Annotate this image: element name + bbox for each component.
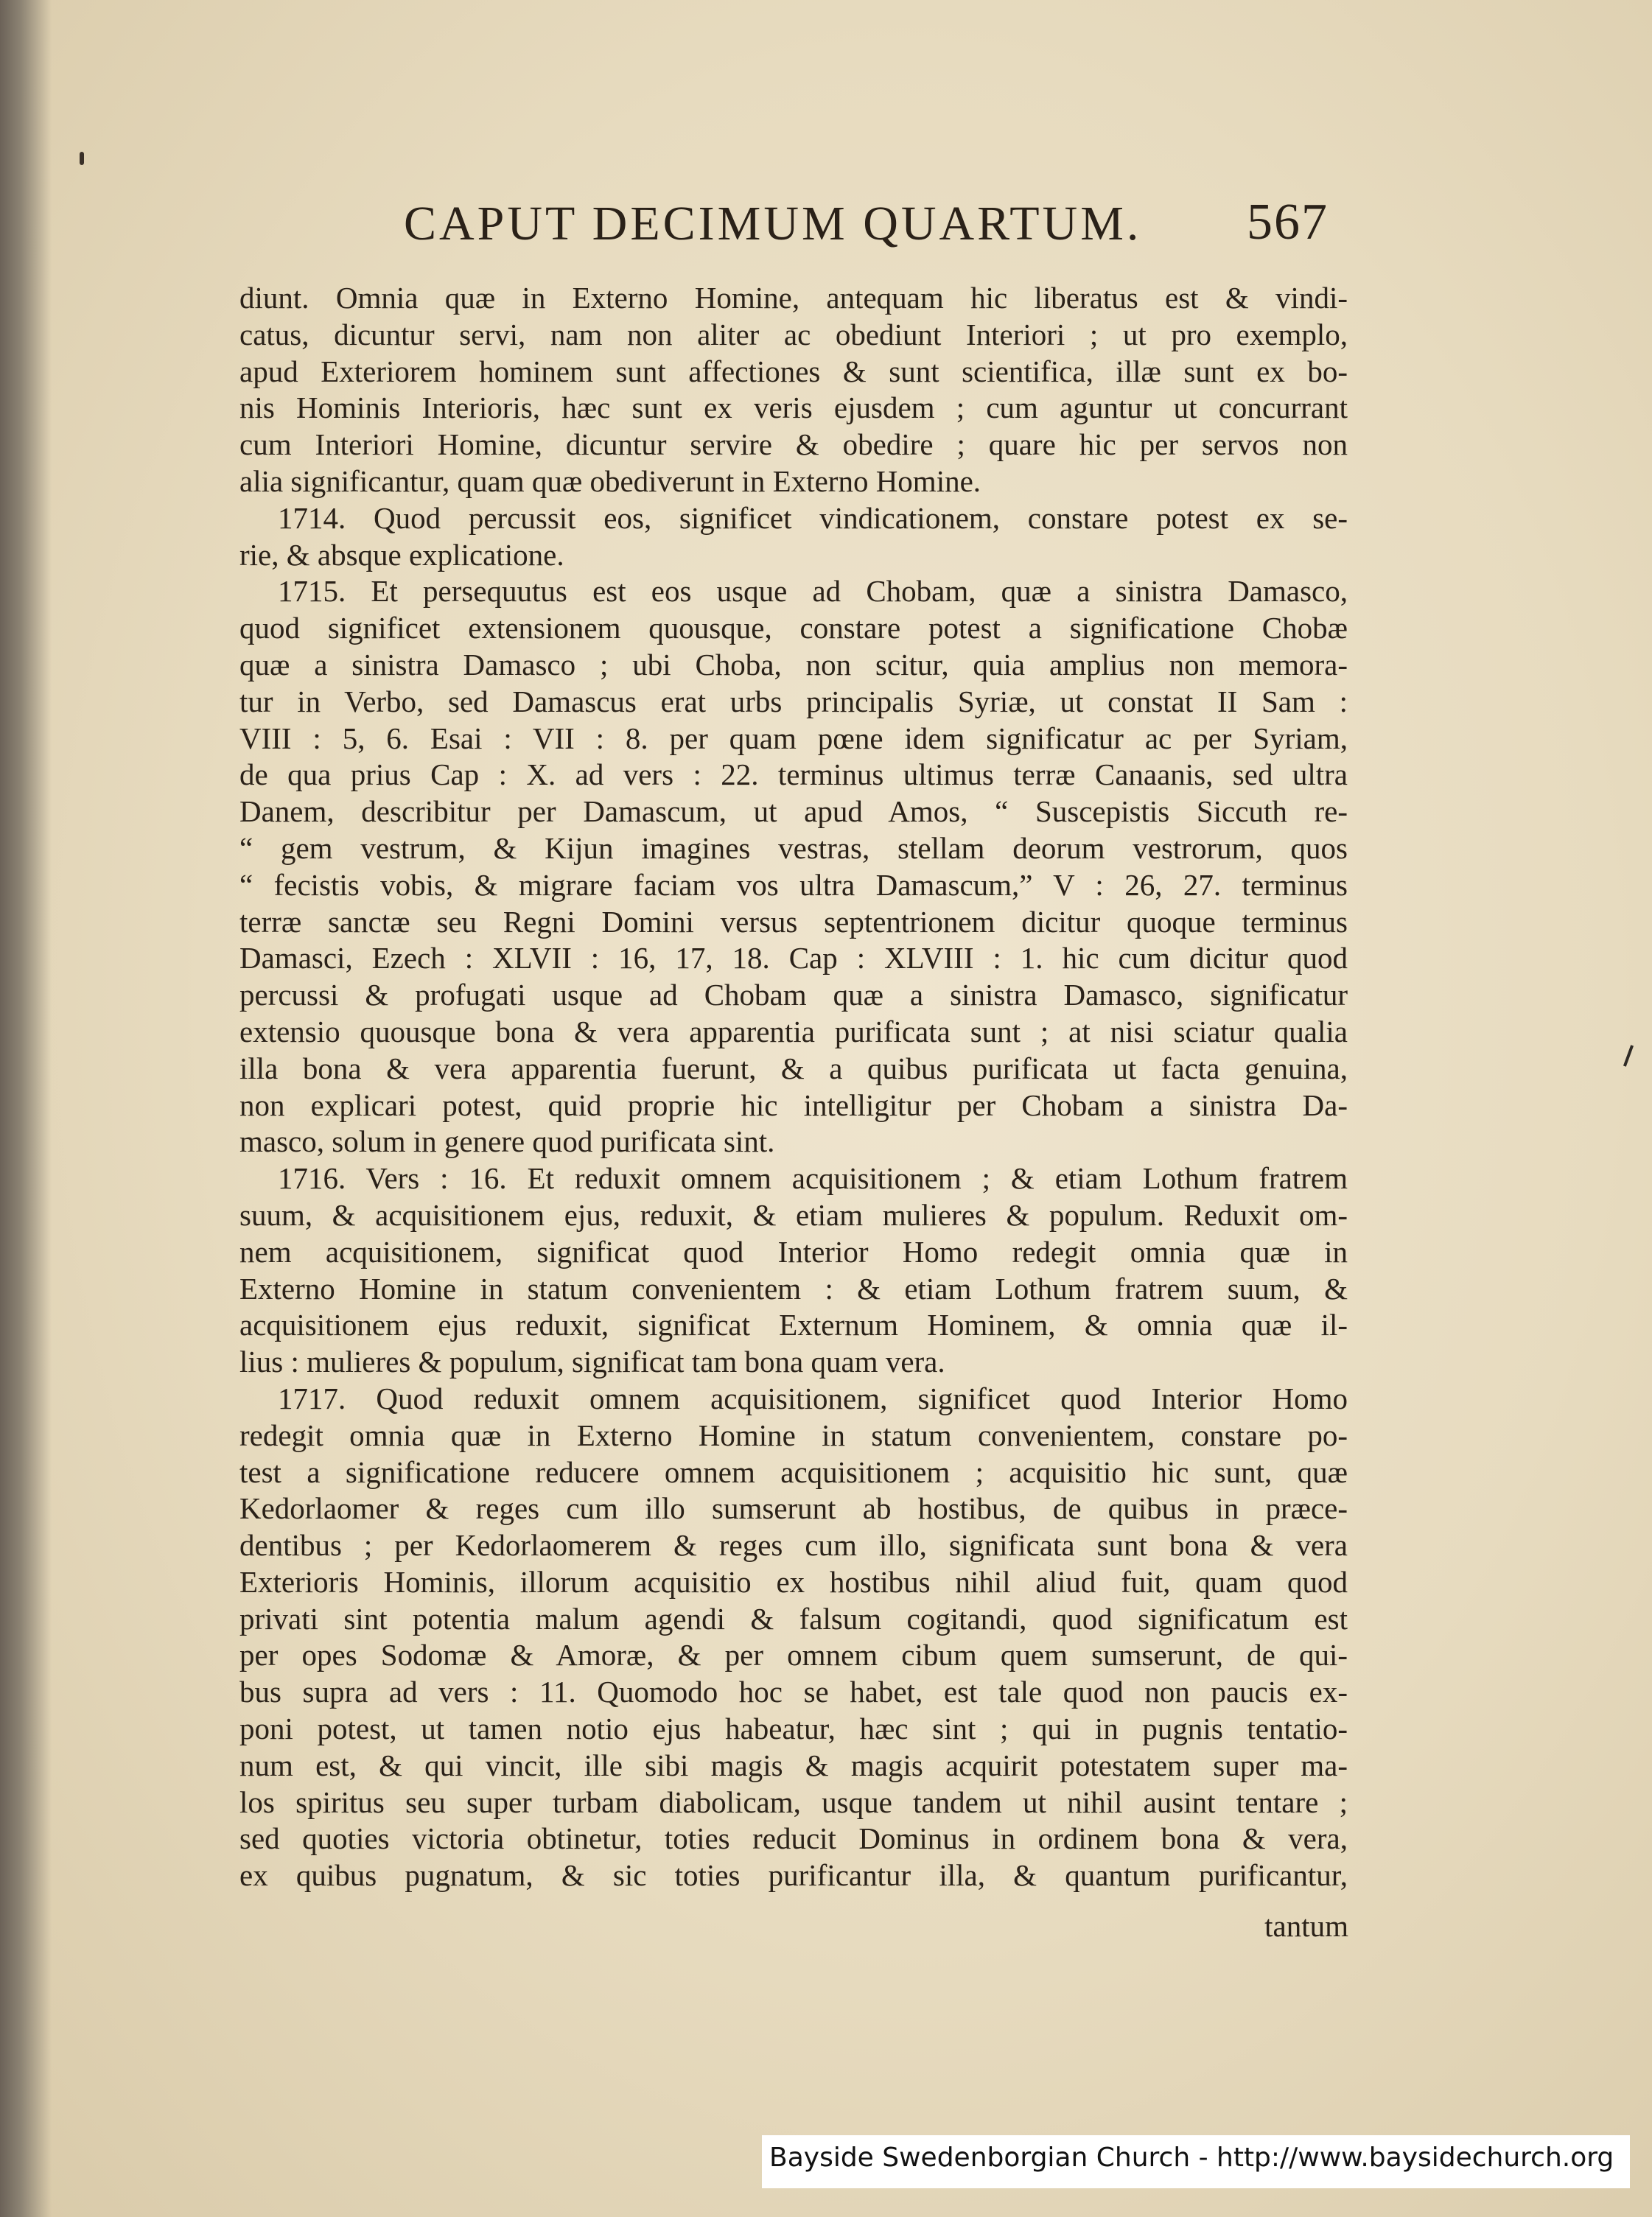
text-line: los spiritus seu super turbam diabolicam, usque tandem ut nihil ausint tentare ; (239, 1785, 1348, 1819)
text-line: sed quoties victoria obtinetur, toties reducit Dominus in ordinem bona & vera, (239, 1821, 1348, 1856)
text-line: rie, & absque explicatione. (239, 537, 564, 572)
credit-text: Bayside Swedenborgian Church - http://www.baysidechurch.org (769, 2143, 1614, 2173)
text-line: illa bona & vera apparentia fuerunt, & a quibus purificata ut facta genuina, (239, 1051, 1348, 1085)
text-line: tur in Verbo, sed Damascus erat urbs principalis Syriæ, ut constat II Sam : (239, 684, 1348, 718)
text-line: acquisitionem ejus reduxit, significat Externum Hominem, & omnia quæ il- (239, 1308, 1348, 1342)
text-line: quod significet extensionem quousque, constare potest a significatione Chobæ (239, 611, 1348, 645)
text-line: privati sint potentia malum agendi & falsum cogitandi, quod significatum est (239, 1601, 1348, 1636)
text-line: extensio quousque bona & vera apparentia purificata sunt ; at nisi sciatur qualia (239, 1014, 1348, 1048)
running-title: CAPUT DECIMUM QUARTUM. (404, 197, 1142, 251)
text-line: Kedorlaomer & reges cum illo sumserunt ab hostibus, de quibus in præce- (239, 1491, 1348, 1526)
body-text (239, 280, 1348, 1894)
paragraph-1714-first-line: 1714. Quod percussit eos, significet vindicationem, constare potest ex se- (278, 500, 1348, 535)
text-line: Damasci, Ezech : XLVII : 16, 17, 18. Cap : XLVIII : 1. hic cum dicitur quod (239, 941, 1348, 976)
paragraph-1716-first-line: 1716. Vers : 16. Et reduxit omnem acquisitionem ; & etiam Lothum fratrem (278, 1161, 1348, 1196)
catchword: tantum (1264, 1909, 1348, 1943)
book-gutter-shadow (0, 0, 52, 2217)
text-line: nis Hominis Interioris, hæc sunt ex veris ejusdem ; cum aguntur ut concurrant (239, 390, 1348, 425)
paragraph-1715-first-line: 1715. Et persequutus est eos usque ad Chobam, quæ a sinistra Damasco, (278, 574, 1348, 609)
ink-speck (80, 152, 84, 165)
text-line: diunt. Omnia quæ in Externo Homine, antequam hic liberatus est & vindi- (239, 281, 1348, 315)
text-line: dentibus ; per Kedorlaomerem & reges cum illo, significata sunt bona & vera (239, 1528, 1348, 1563)
ink-speck (1623, 1045, 1634, 1067)
text-line: de qua prius Cap : X. ad vers : 22. terminus ultimus terræ Canaanis, sed ultra (239, 757, 1348, 792)
text-line: “ gem vestrum, & Kijun imagines vestras, stellam deorum vestrorum, quos (239, 830, 1348, 865)
text-line: masco, solum in genere quod purificata sint. (239, 1124, 775, 1159)
text-line: VIII : 5, 6. Esai : VII : 8. per quam pœne idem significatur ac per Syriam, (239, 721, 1348, 755)
page-header (404, 196, 1362, 262)
text-line: cum Interiori Homine, dicuntur servire & obedire ; quare hic per servos non (239, 427, 1348, 462)
text-line: quæ a sinistra Damasco ; ubi Choba, non scitur, quia amplius non memora- (239, 647, 1348, 682)
text-line: Exterioris Hominis, illorum acquisitio ex hostibus nihil aliud fuit, quam quod (239, 1564, 1348, 1599)
text-line: percussi & profugati usque ad Chobam quæ a sinistra Damasco, significatur (239, 978, 1348, 1012)
text-line: “ fecistis vobis, & migrare faciam vos ultra Damascum,” V : 26, 27. terminus (239, 867, 1348, 902)
text-line: terræ sanctæ seu Regni Domini versus septentrionem dicitur quoque terminus (239, 904, 1348, 939)
text-line: alia significantur, quam quæ obediverunt in Externo Homine. (239, 463, 981, 498)
text-line: num est, & qui vincit, ille sibi magis & magis acquirit potestatem super ma- (239, 1748, 1348, 1782)
text-line: redegit omnia quæ in Externo Homine in statum convenientem, constare po- (239, 1418, 1348, 1452)
page-number: 567 (1247, 194, 1329, 251)
text-line: apud Exteriorem hominem sunt affectiones & sunt scientifica, illæ sunt ex bo- (239, 354, 1348, 388)
text-line: per opes Sodomæ & Amoræ, & per omnem cibum quem sumserunt, de qui- (239, 1638, 1348, 1673)
text-line: ex quibus pugnatum, & sic toties purificantur illa, & quantum purificantur, (239, 1858, 1348, 1893)
text-line: catus, dicuntur servi, nam non aliter ac obediunt Interiori ; ut pro exemplo, (239, 317, 1348, 351)
text-line: Danem, describitur per Damascum, ut apud Amos, “ Suscepistis Siccuth re- (239, 794, 1348, 829)
text-line: bus supra ad vers : 11. Quomodo hoc se habet, est tale quod non paucis ex- (239, 1675, 1348, 1709)
text-line: test a significatione reducere omnem acquisitionem ; acquisitio hic sunt, quæ (239, 1454, 1348, 1489)
text-line: poni potest, ut tamen notio ejus habeatur, hæc sint ; qui in pugnis tentatio- (239, 1712, 1348, 1746)
text-line: nem acquisitionem, significat quod Interior Homo redegit omnia quæ in (239, 1234, 1348, 1269)
credit-banner (762, 2135, 1630, 2188)
paragraph-1717-first-line: 1717. Quod reduxit omnem acquisitionem, significet quod Interior Homo (278, 1381, 1348, 1415)
text-line: suum, & acquisitionem ejus, reduxit, & etiam mulieres & populum. Reduxit om- (239, 1197, 1348, 1232)
text-line: Externo Homine in statum convenientem : & etiam Lothum fratrem suum, & (239, 1271, 1348, 1306)
text-line: lius : mulieres & populum, significat tam bona quam vera. (239, 1345, 945, 1379)
text-line: non explicari potest, quid proprie hic intelligitur per Chobam a sinistra Da- (239, 1088, 1348, 1122)
